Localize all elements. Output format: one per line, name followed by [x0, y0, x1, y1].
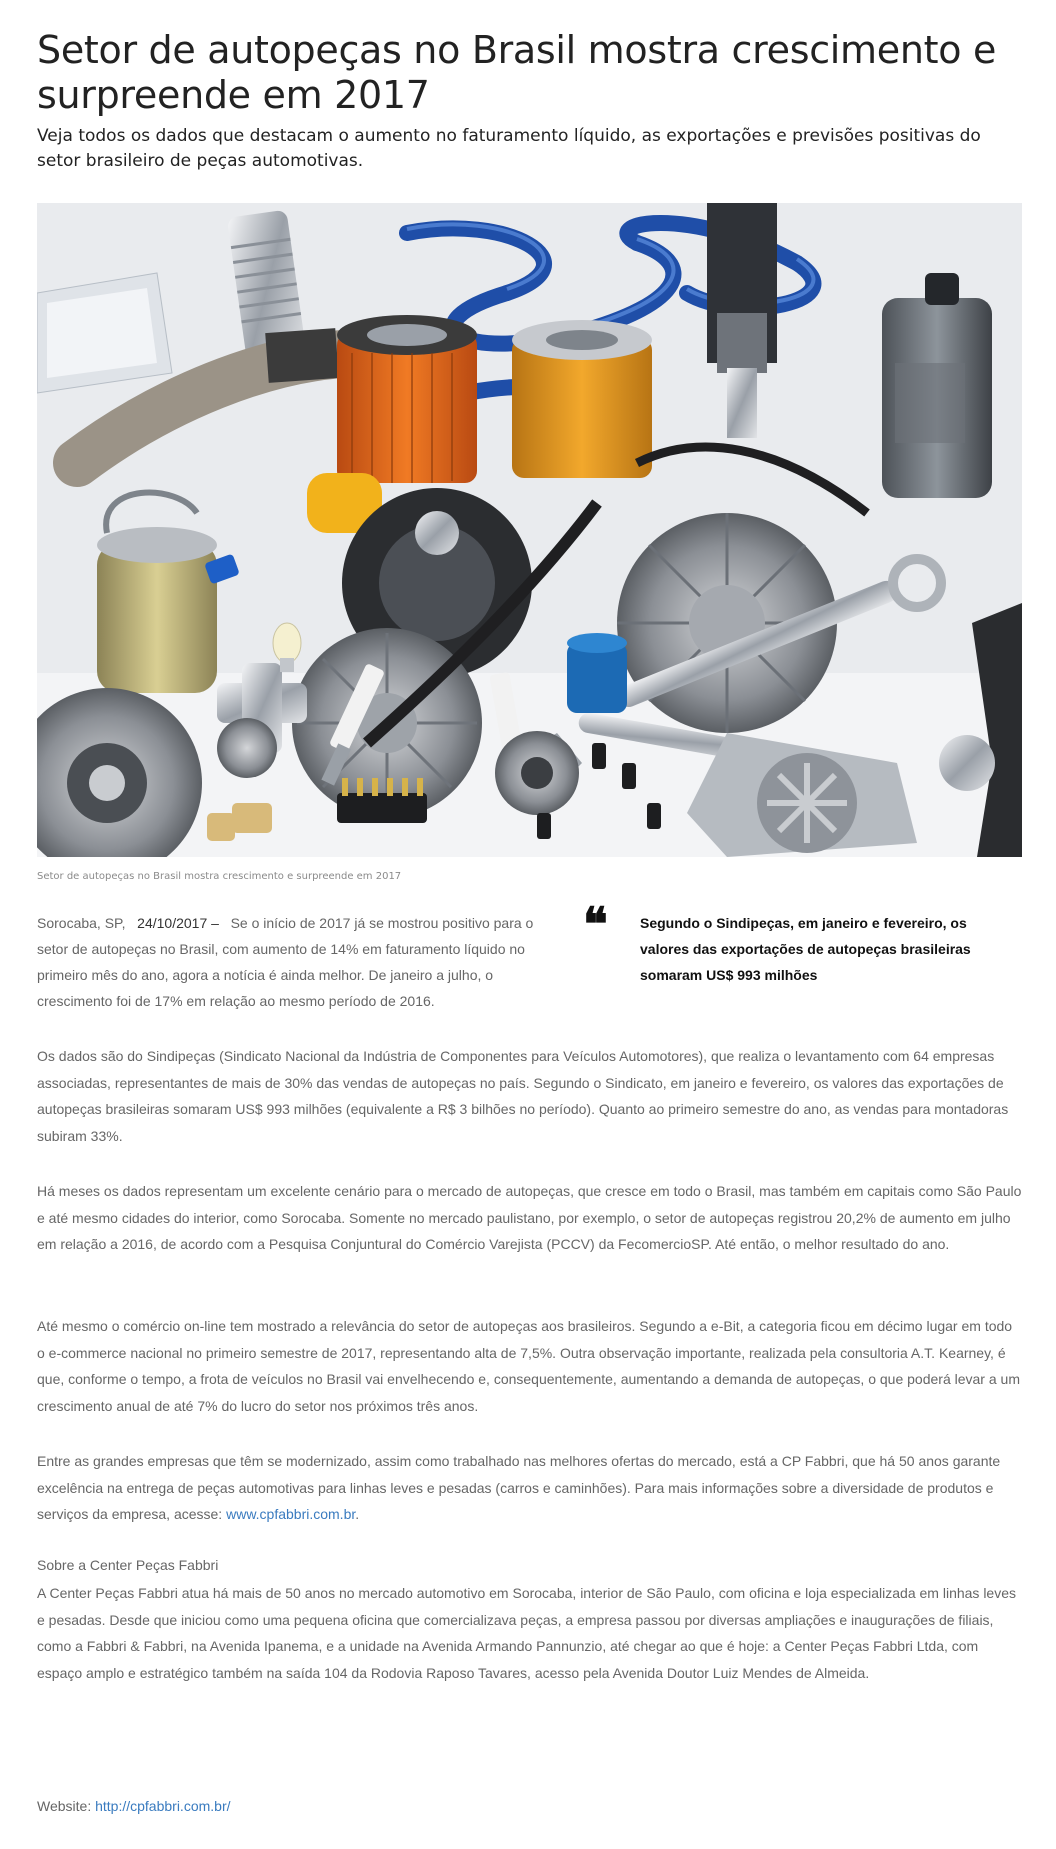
cpfabbri-link[interactable]: www.cpfabbri.com.br [226, 1506, 356, 1522]
website-line [37, 1798, 231, 1814]
paragraph-4 [37, 1448, 1022, 1528]
hero-image [37, 203, 1022, 857]
article-subtitle: Veja todos os dados que destacam o aumento no faturamento líquido, as exportações e previsões positivas do setor brasileiro de peças automotivas. [37, 126, 981, 171]
lead-paragraph [37, 910, 567, 1014]
paragraph-4-text: Entre as grandes empresas que têm se modernizado, assim como trabalhado nas melhores ofertas do mercado, está a CP Fabbri, que há 50 anos garante excelência na entrega de peças automotivas para linhas leves e pesadas (carros e caminhões). Para mais informações sobre a diversidade de produtos e serviços da empresa, acesse: [37, 1453, 1001, 1522]
about-text: A Center Peças Fabbri atua há mais de 50 anos no mercado automotivo em Sorocaba, interior de São Paulo, com oficina e loja especializada em linhas leves e pesadas. Desde que iniciou como uma pequena oficina que comercializava peças, a empresa passou por diversas ampliações e inaugurações de filiais, como a Fabbri & Fabbri, na Avenida Ipanema, e a unidade na Avenida Armando Pannunzio, até chegar ao que é hoje: a Center Peças Fabbri Ltda, com espaço amplo e estratégico também na saída 104 da Rodovia Raposo Tavares, acesso pela Avenida Doutor Luiz Mendes de Almeida. [37, 1585, 1016, 1681]
pull-quote: Segundo o Sindipeças, em janeiro e fevereiro, os valores das exportações de autopeças brasileiras somaram US$ 993 milhões [640, 915, 971, 983]
paragraph-3: Até mesmo o comércio on-line tem mostrado a relevância do setor de autopeças aos brasileiros. Segundo a e-Bit, a categoria ficou em décimo lugar em todo o e-commerce nacional no primeiro semestre de 2017, representando alta de 7,5%. Outra observação importante, realizada pela consultoria A.T. Kearney, é que, conforme o tempo, a frota de veículos no Brasil vai envelhecendo e, consequentemente, aumentando a demanda de autopeças, o que poderá levar a um crescimento anual de até 7% do lucro do setor nos próximos três anos. [37, 1318, 1020, 1414]
image-caption: Setor de autopeças no Brasil mostra crescimento e surpreende em 2017 [37, 871, 402, 882]
about-title: Sobre a Center Peças Fabbri [37, 1557, 219, 1573]
article-title: Setor de autopeças no Brasil mostra crescimento e surpreende em 2017 [37, 28, 997, 117]
lead-date: 24/10/2017 – [137, 915, 219, 931]
auto-parts-photo [37, 203, 1022, 857]
website-link[interactable]: http://cpfabbri.com.br/ [95, 1798, 231, 1814]
lead-place: Sorocaba, SP, [37, 915, 126, 931]
paragraph-2: Há meses os dados representam um excelente cenário para o mercado de autopeças, que cresce em todo o Brasil, mas também em capitais como São Paulo e até mesmo cidades do interior, como Sorocaba. Somente no mercado paulistano, por exemplo, o setor de autopeças registrou 20,2% de aumento em julho em relação a 2016, de acordo com a Pesquisa Conjuntural do Comércio Varejista (PCCV) da FecomercioSP. Até então, o melhor resultado do ano. [37, 1183, 1022, 1252]
paragraph-1: Os dados são do Sindipeças (Sindicato Nacional da Indústria de Componentes para Veículos Automotores), que realiza o levantamento com 64 empresas associadas, representantes de mais de 30% das vendas de autopeças no país. Segundo o Sindicato, em janeiro e fevereiro, os valores das exportações de autopeças brasileiras somaram US$ 993 milhões (equivalente a R$ 3 bilhões no período). Quanto ao primeiro semestre do ano, as vendas para montadoras subiram 33%. [37, 1048, 1009, 1144]
website-label: Website: [37, 1798, 92, 1814]
lead-text: Se o início de 2017 já se mostrou positivo para o setor de autopeças no Brasil, com aumento de 14% em faturamento líquido no primeiro mês do ano, agora a notícia é ainda melhor. De janeiro a julho, o crescimento foi de 17% em relação ao mesmo período de 2016. [37, 915, 534, 1009]
quote-icon: ❝ [583, 897, 608, 951]
paragraph-4-end: . [355, 1506, 360, 1522]
